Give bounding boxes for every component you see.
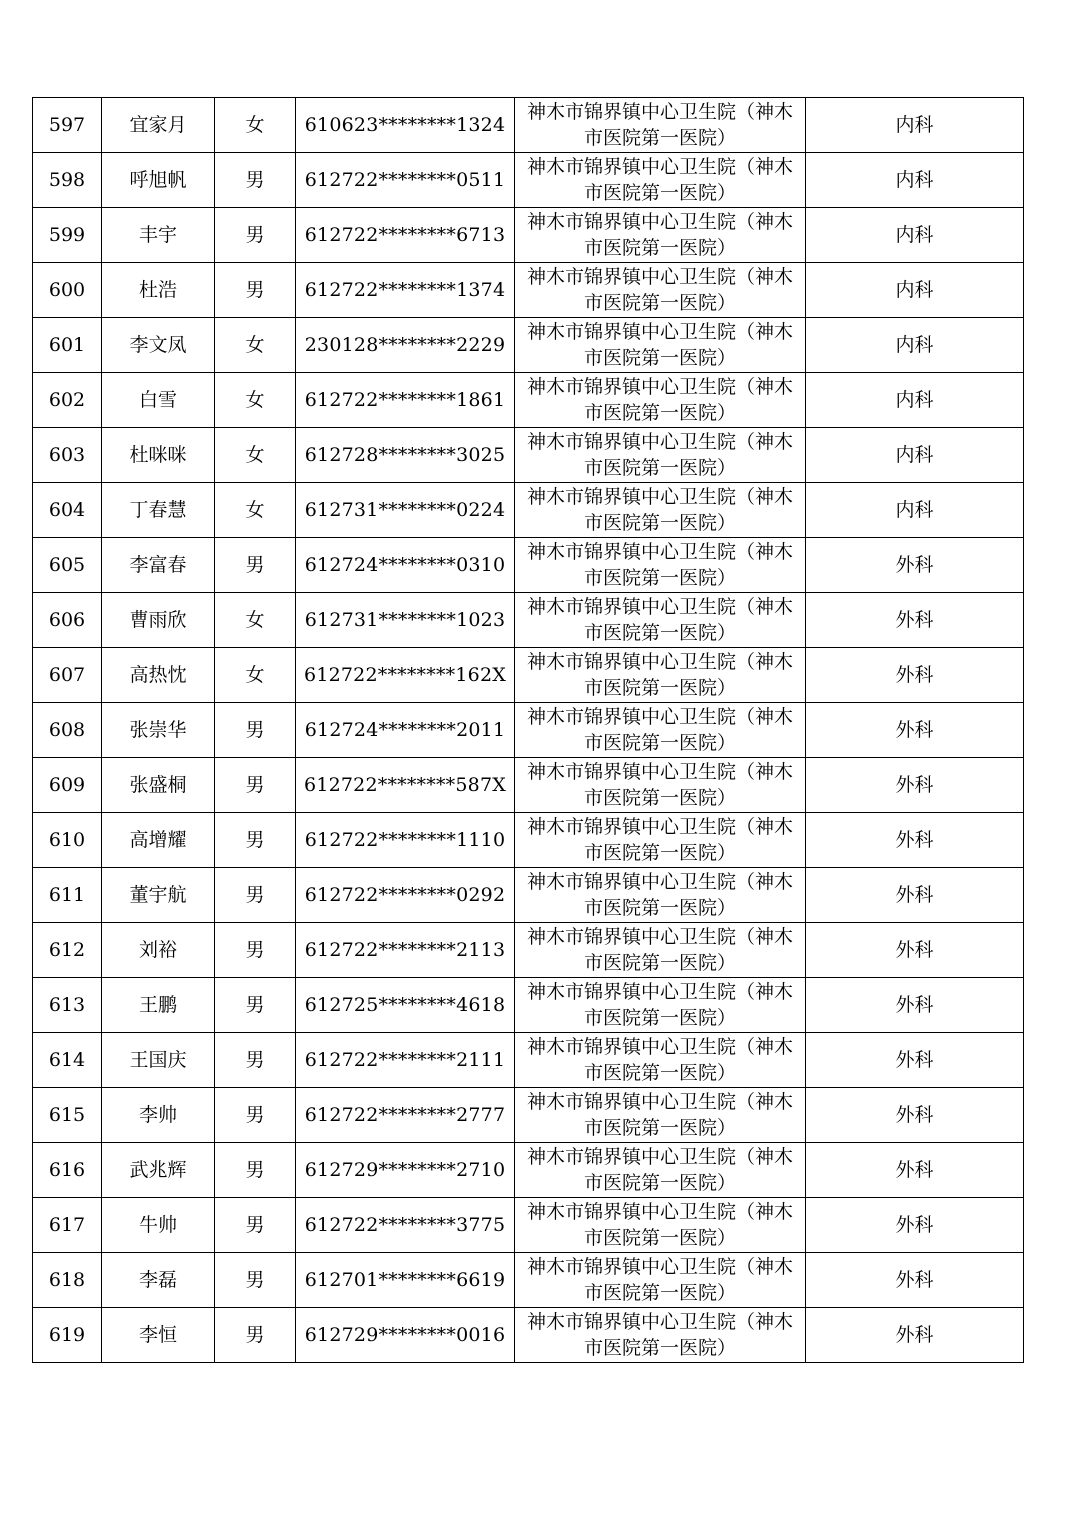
workplace-text: 神木市锦界镇中心卫生院（神木市医院第一医院）: [526, 1201, 793, 1249]
table-row: [33, 538, 1024, 593]
serial-number-cell: 614: [33, 1033, 102, 1088]
workplace-text: 神木市锦界镇中心卫生院（神木市医院第一医院）: [526, 211, 793, 259]
department-cell: 内科: [806, 318, 1024, 373]
workplace-text: 神木市锦界镇中心卫生院（神木市医院第一医院）: [526, 926, 793, 974]
gender-cell: 女: [215, 428, 296, 483]
id-number-cell: 612722********1861: [296, 373, 515, 428]
name-cell: 杜浩: [102, 263, 215, 318]
table-row: [33, 868, 1024, 923]
department-cell: 外科: [806, 1143, 1024, 1198]
gender-cell: 男: [215, 208, 296, 263]
table-row: [33, 1308, 1024, 1363]
gender-cell: 女: [215, 648, 296, 703]
serial-number-cell: 609: [33, 758, 102, 813]
serial-number-cell: 606: [33, 593, 102, 648]
workplace-cell: [515, 208, 806, 263]
id-number-cell: 612722********0292: [296, 868, 515, 923]
serial-number-cell: 613: [33, 978, 102, 1033]
workplace-text: 神木市锦界镇中心卫生院（神木市医院第一医院）: [526, 266, 793, 314]
serial-number-cell: 611: [33, 868, 102, 923]
gender-cell: 男: [215, 263, 296, 318]
gender-cell: 男: [215, 978, 296, 1033]
table-row: [33, 648, 1024, 703]
name-cell: 丁春慧: [102, 483, 215, 538]
workplace-text: 神木市锦界镇中心卫生院（神木市医院第一医院）: [526, 871, 793, 919]
table-row: [33, 813, 1024, 868]
id-number-cell: 612722********1374: [296, 263, 515, 318]
id-number-cell: 612722********162X: [296, 648, 515, 703]
workplace-cell: [515, 758, 806, 813]
workplace-cell: [515, 153, 806, 208]
workplace-cell: [515, 318, 806, 373]
name-cell: 李文凤: [102, 318, 215, 373]
department-cell: 内科: [806, 153, 1024, 208]
department-cell: 内科: [806, 263, 1024, 318]
serial-number-cell: 608: [33, 703, 102, 758]
gender-cell: 男: [215, 1088, 296, 1143]
department-cell: 内科: [806, 428, 1024, 483]
serial-number-cell: 617: [33, 1198, 102, 1253]
workplace-cell: [515, 98, 806, 153]
department-cell: 外科: [806, 1198, 1024, 1253]
department-cell: 内科: [806, 373, 1024, 428]
department-cell: 外科: [806, 648, 1024, 703]
id-number-cell: 610623********1324: [296, 98, 515, 153]
serial-number-cell: 618: [33, 1253, 102, 1308]
department-cell: 外科: [806, 1308, 1024, 1363]
name-cell: 白雪: [102, 373, 215, 428]
workplace-cell: [515, 1253, 806, 1308]
gender-cell: 男: [215, 1143, 296, 1198]
workplace-text: 神木市锦界镇中心卫生院（神木市医院第一医院）: [526, 596, 793, 644]
table-row: [33, 1143, 1024, 1198]
name-cell: 武兆辉: [102, 1143, 215, 1198]
gender-cell: 男: [215, 868, 296, 923]
id-number-cell: 612722********2777: [296, 1088, 515, 1143]
table-row: [33, 1088, 1024, 1143]
serial-number-cell: 612: [33, 923, 102, 978]
workplace-text: 神木市锦界镇中心卫生院（神木市医院第一医院）: [526, 1311, 793, 1359]
name-cell: 呼旭帆: [102, 153, 215, 208]
id-number-cell: 612724********0310: [296, 538, 515, 593]
workplace-cell: [515, 813, 806, 868]
id-number-cell: 612701********6619: [296, 1253, 515, 1308]
gender-cell: 男: [215, 538, 296, 593]
workplace-cell: [515, 593, 806, 648]
name-cell: 丰宇: [102, 208, 215, 263]
serial-number-cell: 603: [33, 428, 102, 483]
table-row: [33, 373, 1024, 428]
gender-cell: 女: [215, 373, 296, 428]
workplace-cell: [515, 1143, 806, 1198]
name-cell: 杜咪咪: [102, 428, 215, 483]
gender-cell: 女: [215, 318, 296, 373]
workplace-text: 神木市锦界镇中心卫生院（神木市医院第一医院）: [526, 486, 793, 534]
workplace-text: 神木市锦界镇中心卫生院（神木市医院第一医院）: [526, 431, 793, 479]
department-cell: 外科: [806, 868, 1024, 923]
department-cell: 外科: [806, 1088, 1024, 1143]
gender-cell: 男: [215, 813, 296, 868]
name-cell: 宜家月: [102, 98, 215, 153]
serial-number-cell: 615: [33, 1088, 102, 1143]
table-row: [33, 1033, 1024, 1088]
table-row: [33, 318, 1024, 373]
name-cell: 李富春: [102, 538, 215, 593]
department-cell: 外科: [806, 538, 1024, 593]
workplace-text: 神木市锦界镇中心卫生院（神木市医院第一医院）: [526, 981, 793, 1029]
workplace-cell: [515, 703, 806, 758]
serial-number-cell: 599: [33, 208, 102, 263]
workplace-cell: [515, 1308, 806, 1363]
name-cell: 董宇航: [102, 868, 215, 923]
department-cell: 外科: [806, 978, 1024, 1033]
name-cell: 张盛桐: [102, 758, 215, 813]
gender-cell: 女: [215, 98, 296, 153]
workplace-cell: [515, 483, 806, 538]
workplace-cell: [515, 1033, 806, 1088]
serial-number-cell: 605: [33, 538, 102, 593]
department-cell: 外科: [806, 758, 1024, 813]
table-row: [33, 593, 1024, 648]
gender-cell: 男: [215, 1198, 296, 1253]
serial-number-cell: 597: [33, 98, 102, 153]
id-number-cell: 612722********0511: [296, 153, 515, 208]
serial-number-cell: 610: [33, 813, 102, 868]
id-number-cell: 612722********1110: [296, 813, 515, 868]
gender-cell: 男: [215, 1033, 296, 1088]
id-number-cell: 612722********587X: [296, 758, 515, 813]
workplace-cell: [515, 1088, 806, 1143]
gender-cell: 男: [215, 703, 296, 758]
name-cell: 高增耀: [102, 813, 215, 868]
roster-table-body: [33, 98, 1024, 1363]
table-row: [33, 1253, 1024, 1308]
serial-number-cell: 604: [33, 483, 102, 538]
workplace-cell: [515, 923, 806, 978]
serial-number-cell: 616: [33, 1143, 102, 1198]
department-cell: 外科: [806, 923, 1024, 978]
name-cell: 高热忱: [102, 648, 215, 703]
department-cell: 内科: [806, 98, 1024, 153]
workplace-text: 神木市锦界镇中心卫生院（神木市医院第一医院）: [526, 321, 793, 369]
department-cell: 外科: [806, 593, 1024, 648]
id-number-cell: 612729********2710: [296, 1143, 515, 1198]
workplace-text: 神木市锦界镇中心卫生院（神木市医院第一医院）: [526, 816, 793, 864]
serial-number-cell: 602: [33, 373, 102, 428]
department-cell: 内科: [806, 483, 1024, 538]
serial-number-cell: 607: [33, 648, 102, 703]
workplace-text: 神木市锦界镇中心卫生院（神木市医院第一医院）: [526, 1091, 793, 1139]
gender-cell: 男: [215, 758, 296, 813]
id-number-cell: 230128********2229: [296, 318, 515, 373]
roster-table: [32, 97, 1024, 1363]
id-number-cell: 612725********4618: [296, 978, 515, 1033]
table-row: [33, 978, 1024, 1033]
workplace-cell: [515, 263, 806, 318]
name-cell: 曹雨欣: [102, 593, 215, 648]
workplace-text: 神木市锦界镇中心卫生院（神木市医院第一医院）: [526, 156, 793, 204]
id-number-cell: 612729********0016: [296, 1308, 515, 1363]
workplace-cell: [515, 538, 806, 593]
name-cell: 王国庆: [102, 1033, 215, 1088]
workplace-text: 神木市锦界镇中心卫生院（神木市医院第一医院）: [526, 376, 793, 424]
id-number-cell: 612722********6713: [296, 208, 515, 263]
id-number-cell: 612731********0224: [296, 483, 515, 538]
workplace-text: 神木市锦界镇中心卫生院（神木市医院第一医院）: [526, 651, 793, 699]
serial-number-cell: 601: [33, 318, 102, 373]
gender-cell: 女: [215, 593, 296, 648]
gender-cell: 男: [215, 1253, 296, 1308]
serial-number-cell: 598: [33, 153, 102, 208]
table-row: [33, 758, 1024, 813]
table-row: [33, 98, 1024, 153]
id-number-cell: 612731********1023: [296, 593, 515, 648]
workplace-text: 神木市锦界镇中心卫生院（神木市医院第一医院）: [526, 706, 793, 754]
name-cell: 王鹏: [102, 978, 215, 1033]
table-row: [33, 923, 1024, 978]
name-cell: 李磊: [102, 1253, 215, 1308]
workplace-cell: [515, 373, 806, 428]
id-number-cell: 612722********2113: [296, 923, 515, 978]
name-cell: 刘裕: [102, 923, 215, 978]
workplace-cell: [515, 868, 806, 923]
name-cell: 李恒: [102, 1308, 215, 1363]
department-cell: 外科: [806, 1253, 1024, 1308]
table-row: [33, 483, 1024, 538]
workplace-cell: [515, 428, 806, 483]
table-row: [33, 703, 1024, 758]
id-number-cell: 612724********2011: [296, 703, 515, 758]
workplace-text: 神木市锦界镇中心卫生院（神木市医院第一医院）: [526, 101, 793, 149]
name-cell: 牛帅: [102, 1198, 215, 1253]
department-cell: 外科: [806, 703, 1024, 758]
department-cell: 外科: [806, 813, 1024, 868]
serial-number-cell: 619: [33, 1308, 102, 1363]
workplace-text: 神木市锦界镇中心卫生院（神木市医院第一医院）: [526, 541, 793, 589]
id-number-cell: 612728********3025: [296, 428, 515, 483]
table-row: [33, 153, 1024, 208]
gender-cell: 男: [215, 153, 296, 208]
table-row: [33, 428, 1024, 483]
workplace-text: 神木市锦界镇中心卫生院（神木市医院第一医院）: [526, 1256, 793, 1304]
table-row: [33, 208, 1024, 263]
gender-cell: 男: [215, 923, 296, 978]
department-cell: 外科: [806, 1033, 1024, 1088]
workplace-text: 神木市锦界镇中心卫生院（神木市医院第一医院）: [526, 761, 793, 809]
id-number-cell: 612722********3775: [296, 1198, 515, 1253]
workplace-cell: [515, 1198, 806, 1253]
workplace-cell: [515, 978, 806, 1033]
name-cell: 张崇华: [102, 703, 215, 758]
table-row: [33, 1198, 1024, 1253]
name-cell: 李帅: [102, 1088, 215, 1143]
gender-cell: 女: [215, 483, 296, 538]
table-row: [33, 263, 1024, 318]
department-cell: 内科: [806, 208, 1024, 263]
id-number-cell: 612722********2111: [296, 1033, 515, 1088]
workplace-text: 神木市锦界镇中心卫生院（神木市医院第一医院）: [526, 1036, 793, 1084]
serial-number-cell: 600: [33, 263, 102, 318]
workplace-text: 神木市锦界镇中心卫生院（神木市医院第一医院）: [526, 1146, 793, 1194]
gender-cell: 男: [215, 1308, 296, 1363]
workplace-cell: [515, 648, 806, 703]
